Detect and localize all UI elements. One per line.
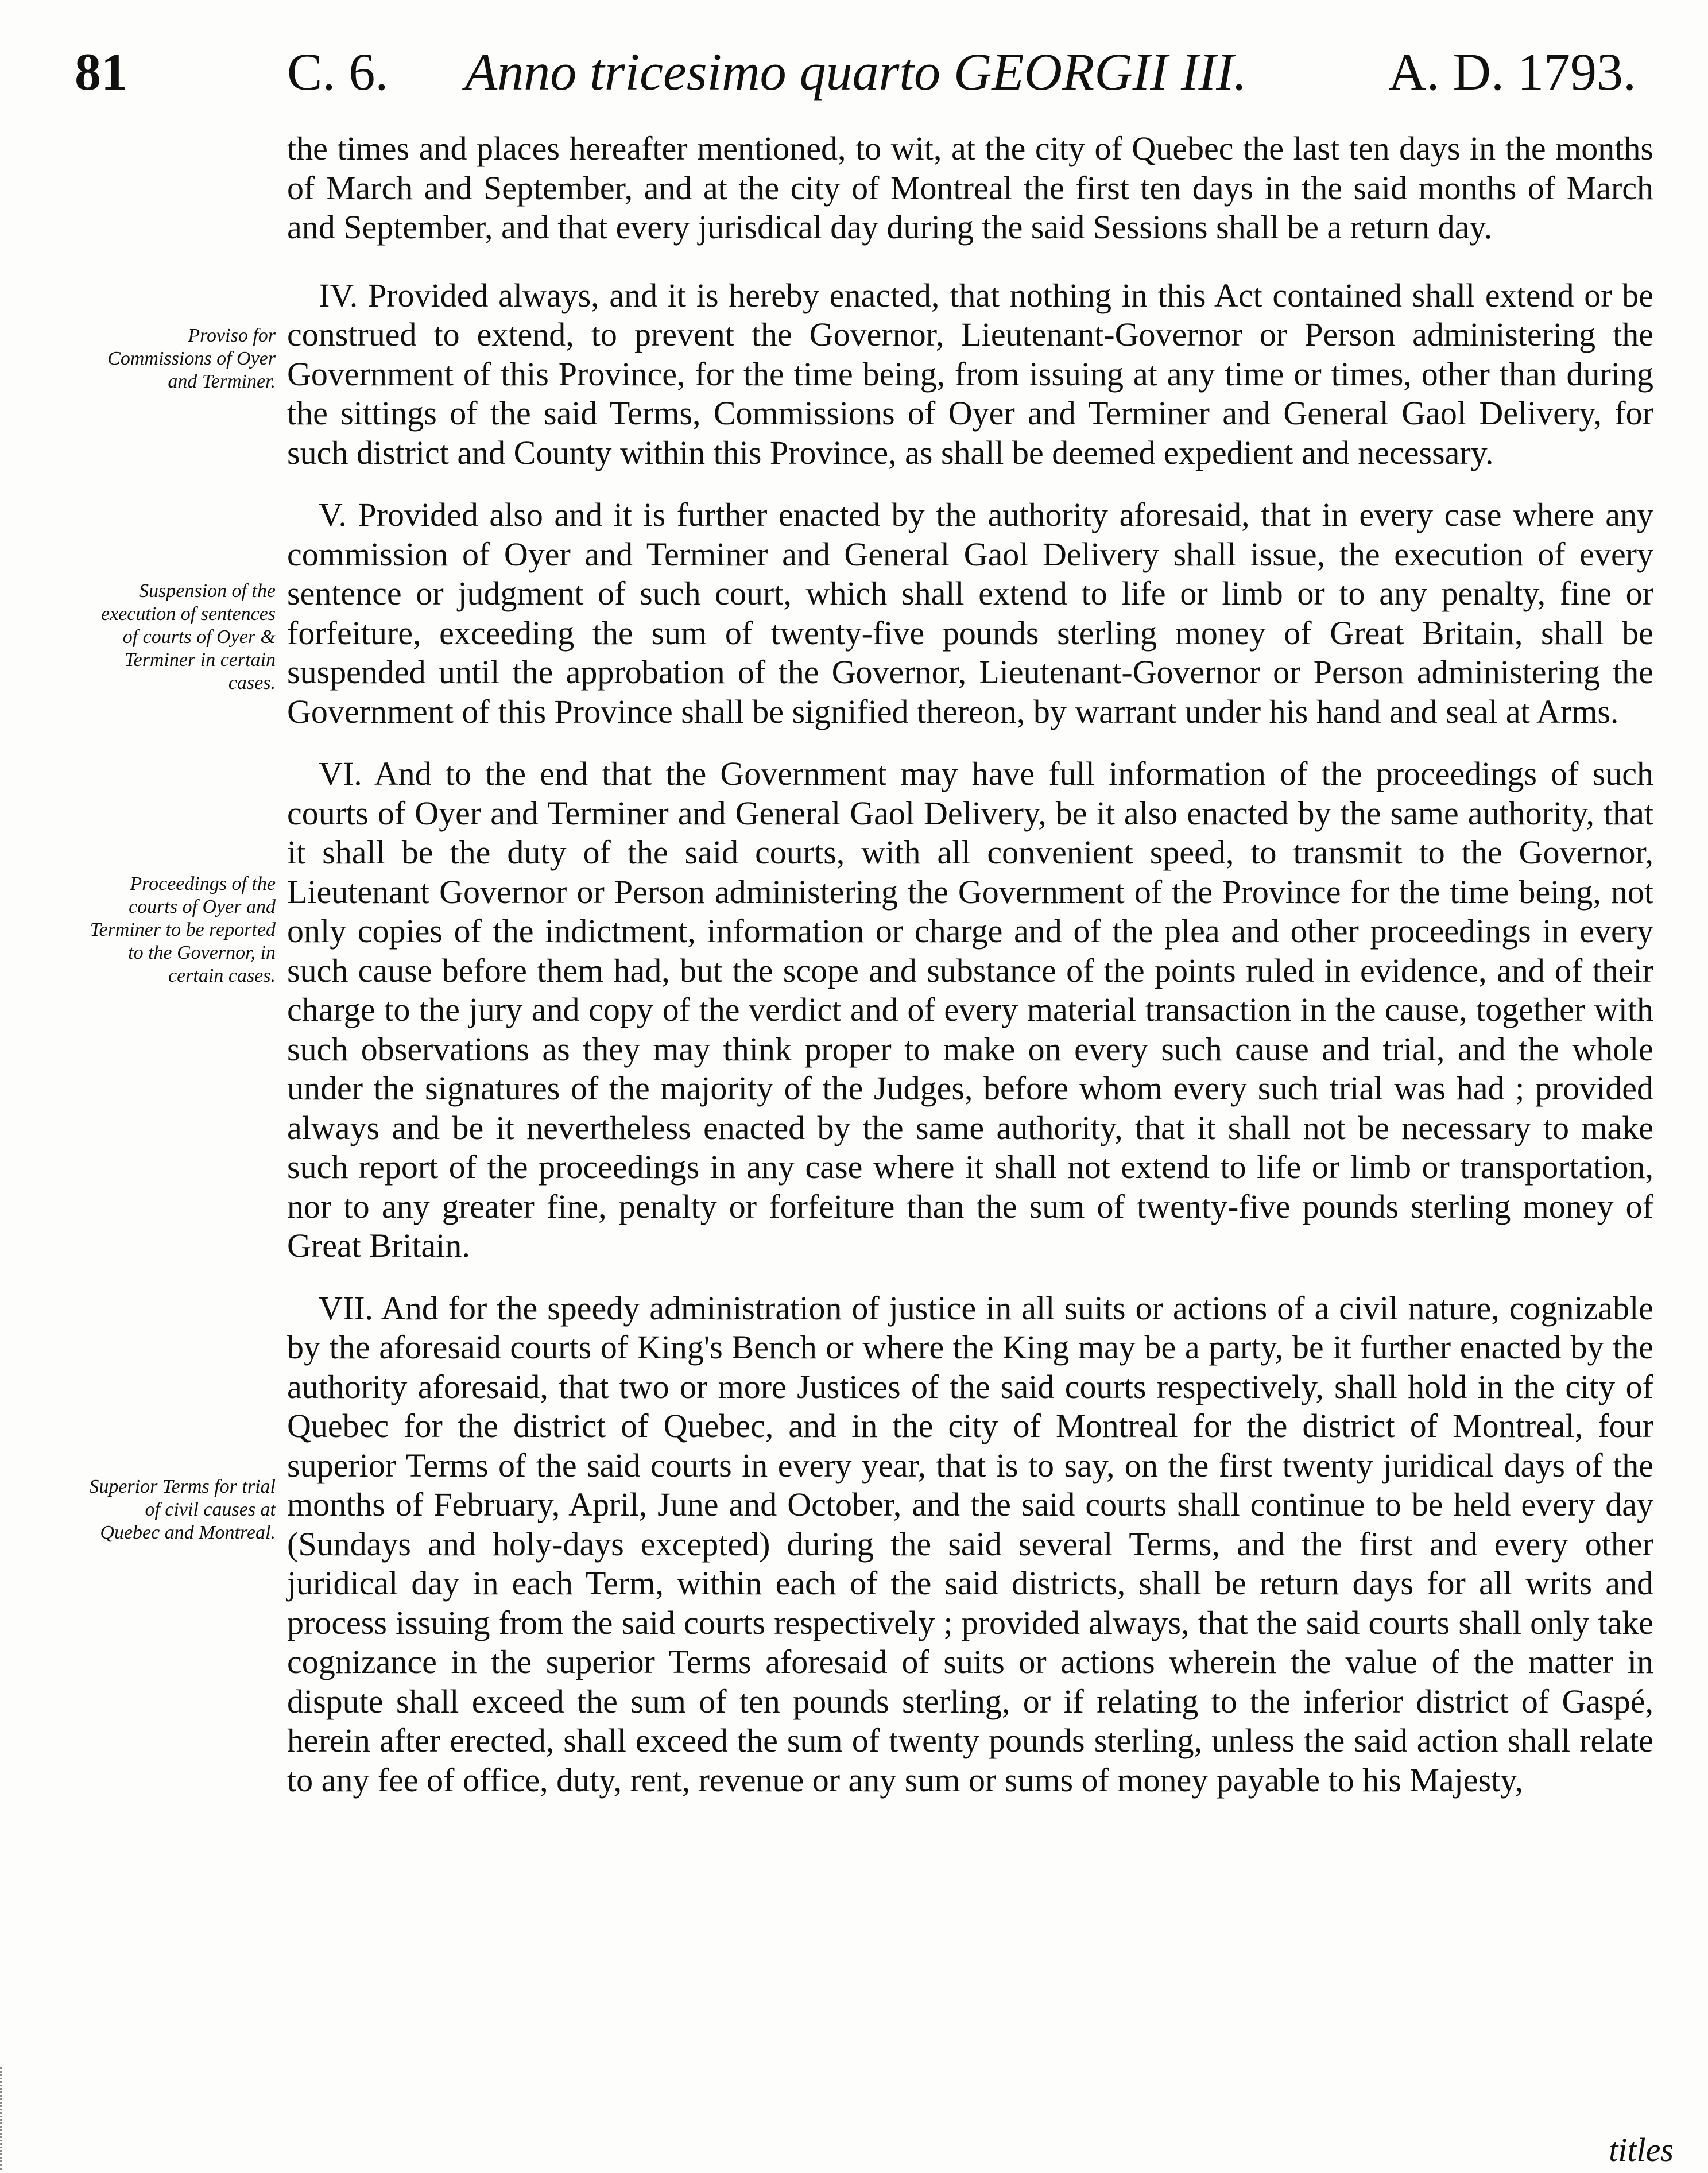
page-number: 81 bbox=[75, 42, 127, 101]
section-vii: VII. And for the speedy administration of justice in all suits or actions of a civil nature, cognizable by the aforesaid courts of King's Bench or where the King may be a party, be it further enacted by the authority aforesaid, that two or more Justices of the said courts respectively, shall hold in the city of Quebec for the district of Quebec, and in the city of Montreal for the district of Montreal, four superior Terms of the said courts in every year, that is to say, on the first twenty juridical days of the months of February, April, June and October, and the said courts shall continue to be held every day (Sundays and holy-days excepted) during the said several Terms, and the first and every other juridical day in each Term, within each of the said districts, shall be return days for all writs and process issuing from the said courts respectively ; provided always, that the said courts shall only take cognizance in the superior Terms aforesaid of suits or actions wherein the value of the matter in dispute shall exceed the sum of ten pounds sterling, or if relating to the inferior district of Gaspé, herein after erected, shall exceed the sum of twenty pounds sterling, unless the said action shall relate to any fee of office, duty, rent, revenue or any sum or sums of money payable to his Majesty, bbox=[287, 1289, 1653, 1799]
scan-edge-marks bbox=[0, 2067, 25, 2170]
chapter-number: C. 6. bbox=[287, 42, 389, 101]
section-iv: IV. Provided always, and it is hereby enacted, that nothing in this Act contained shall extend or be construed to extend, to prevent the Governor, Lieutenant-Governor or Person administering the Government of this Province, for the time being, from issuing at any time or times, other than during the sittings of the said Terms, Commissions of Oyer and Terminer and General Gaol Delivery, for such district and County within this Province, as shall be deemed expedient and necessary. bbox=[287, 276, 1653, 471]
margin-note-proviso: Proviso for Commissions of Oyer and Terminer. bbox=[107, 325, 276, 392]
section-vi: VI. And to the end that the Government may have full information of the proceedings of such courts of Oyer and Terminer and General Gaol Delivery, be it also enacted by the same authority, that it shall be the duty of the said courts, with all convenient speed, to transmit to the Governor, Lieutenant Governor or Person administering the Government of the Province for the time being, not only copies of the indictment, information or charge and of the plea and other proceedings in every such cause before them had, but the scope and substance of the points ruled in evidence, and of their charge to the jury and copy of the verdict and of every material transaction in the cause, together with such observations as they may think proper to make on every such cause and trial, and the whole under the signatures of the majority of the Judges, before whom every such trial was had ; provided always and be it nevertheless enacted by the same authority, that it shall not be necessary to make such report of the proceedings in any case where it shall not extend to life or limb or transportation, nor to any greater fine, penalty or forfeiture than the sum of twenty-five pounds sterling money of Great Britain. bbox=[287, 755, 1653, 1264]
margin-note-superior-terms: Superior Terms for trial of civil causes at Quebec and Montreal. bbox=[89, 1476, 276, 1543]
running-head bbox=[75, 32, 1636, 112]
margin-note-suspension: Suspension of the execution of sentences of courts of Oyer & Terminer in certain cases. bbox=[101, 580, 276, 694]
margin-note-proceedings: Proceedings of the courts of Oyer and Terminer to be reported to the Governor, in certain cases. bbox=[90, 873, 276, 986]
statute-body bbox=[287, 129, 1653, 1823]
catchword: titles bbox=[1609, 2131, 1674, 2168]
section-v: V. Provided also and it is further enacted by the authority aforesaid, that in every case where any commission of Oyer and Terminer and General Gaol Delivery shall issue, the execution of every sentence or judgment of such court, which shall extend to life or limb or to any penalty, fine or forfeiture, exceeding the sum of twenty-five pounds sterling money of Great Britain, shall be suspended until the approbation of the Governor, Lieutenant-Governor or Person administering the Government of this Province shall be signified thereon, by warrant under his hand and seal at Arms. bbox=[287, 496, 1653, 730]
statute-title: Anno tricesimo quarto GEORGII III. bbox=[465, 42, 1247, 101]
paragraph-continuation: the times and places hereafter mentioned, to wit, at the city of Quebec the last ten days in the months of March and September, and at the city of Montreal the first ten days in the said months of March and September, and that every jurisdical day during the said Sessions shall be a return day. bbox=[287, 130, 1653, 246]
statute-year: A. D. 1793. bbox=[1388, 42, 1636, 101]
